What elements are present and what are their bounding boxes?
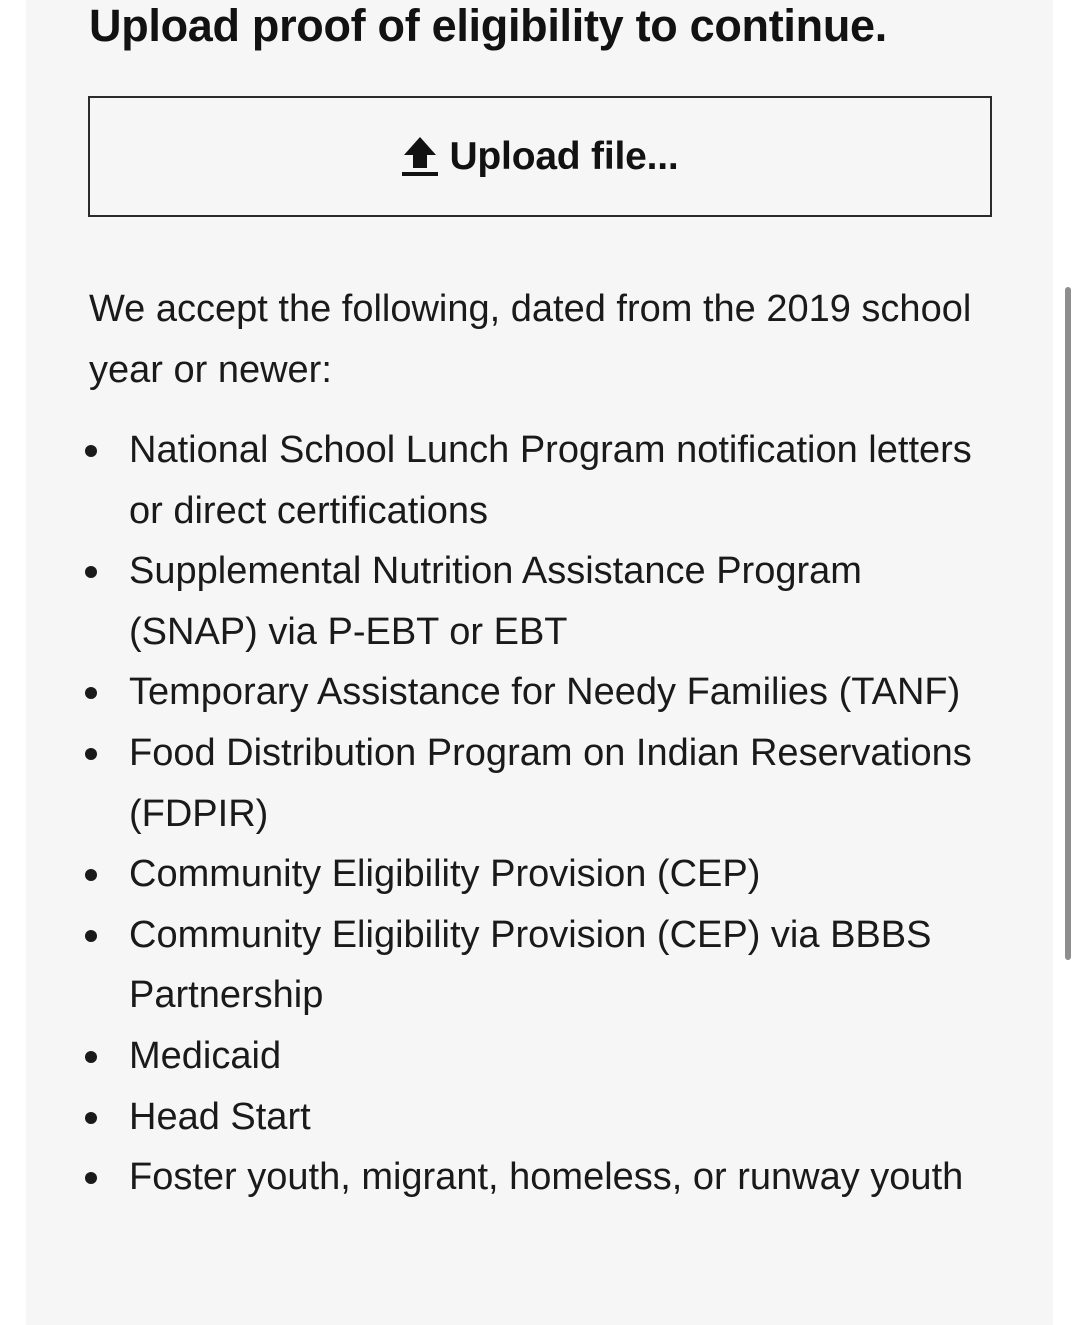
list-item-text: Temporary Assistance for Needy Families (TANF) [129, 671, 961, 714]
bullet-icon [85, 445, 97, 457]
page-title: Upload proof of eligibility to continue. [89, 0, 887, 51]
upload-file-label: Upload file... [449, 134, 679, 178]
bullet-icon [85, 930, 97, 942]
list-item [0, 1087, 989, 1148]
bullet-icon [85, 748, 97, 760]
list-item-text: Community Eligibility Provision (CEP) [129, 853, 761, 896]
list-item-text: National School Lunch Program notification letters or direct certifications [129, 429, 972, 532]
bullet-icon [85, 1051, 97, 1063]
accepted-documents-intro: We accept the following, dated from the 2019 school year or newer: [89, 288, 972, 391]
list-item-text: Medicaid [129, 1034, 282, 1077]
list-item [0, 905, 989, 1026]
upload-icon [401, 135, 439, 177]
list-item [0, 662, 989, 723]
scrollbar[interactable] [1065, 287, 1071, 960]
bullet-icon [85, 1172, 97, 1184]
bullet-icon [85, 687, 97, 699]
upload-file-button[interactable] [88, 96, 992, 217]
bullet-icon [85, 869, 97, 881]
list-item-text: Food Distribution Program on Indian Reservations (FDPIR) [129, 731, 972, 835]
accepted-documents-list [0, 420, 1000, 1208]
list-item-text: Foster youth, migrant, homeless, or runway youth [129, 1156, 964, 1199]
list-item [0, 420, 989, 541]
list-item-text: Community Eligibility Provision (CEP) via BBBS Partnership [129, 913, 932, 1017]
list-item [0, 844, 989, 905]
bullet-icon [85, 1112, 97, 1124]
list-item-text: Head Start [129, 1095, 311, 1138]
list-item [0, 1026, 989, 1087]
list-item [0, 541, 989, 662]
list-item [0, 723, 989, 844]
bullet-icon [85, 566, 97, 578]
list-item [0, 1147, 989, 1208]
list-item-text: Supplemental Nutrition Assistance Program (SNAP) via P-EBT or EBT [129, 550, 862, 653]
